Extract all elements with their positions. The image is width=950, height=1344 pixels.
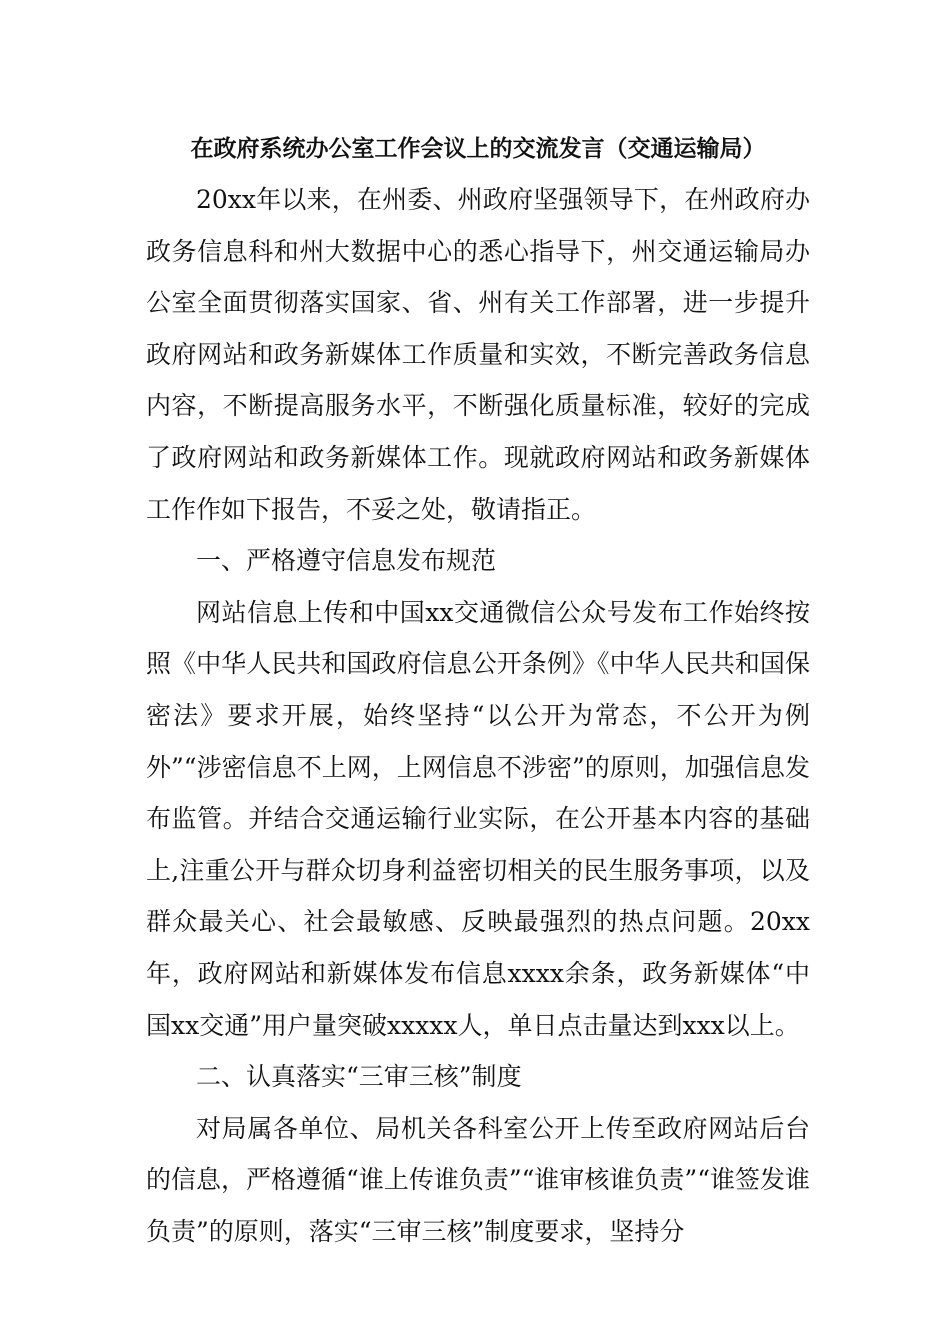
section-heading-2: 二、认真落实“三审三核”制度 xyxy=(196,1062,522,1092)
section-heading-1: 一、严格遵守信息发布规范 xyxy=(196,546,497,576)
document-title: 在政府系统办公室工作会议上的交流发言（交通运输局） xyxy=(190,135,766,162)
document-body xyxy=(146,174,810,1257)
paragraph-intro: 20xx年以来，在州委、州政府坚强领导下，在州政府办政务信息科和州大数据中心的悉心指导下，州交通运输局办公室全面贯彻落实国家、省、州有关工作部署，进一步提升政府网站和政务新媒体工作质量和实效，不断完善政务信息内容，不断提高服务水平，不断强化质量标准，较好的完成了政府网站和政务新媒体工作。现就政府网站和政务新媒体工作作如下报告，不妥之处，敬请指正。 xyxy=(146,185,810,524)
paragraph-section-1: 网站信息上传和中国xx交通微信公众号发布工作始终按照《中华人民共和国政府信息公开条例》《中华人民共和国保密法》要求开展，始终坚持“以公开为常态，不公开为例外”“涉密信息不上网，上网信息不涉密”的原则，加强信息发布监管。并结合交通运输行业实际，在公开基本内容的基础上,注重公开与群众切身利益密切相关的民生服务事项，以及群众最关心、社会最敏感、反映最强烈的热点问题。20xx年，政府网站和新媒体发布信息xxxx余条，政务新媒体“中国xx交通”用户量突破xxxxx人，单日点击量达到xxx以上。 xyxy=(146,597,810,1040)
paragraph-section-2: 对局属各单位、局机关各科室公开上传至政府网站后台的信息，严格遵循“谁上传谁负责”“谁审核谁负责”“谁签发谁负责”的原则，落实“三审三核”制度要求，坚持分 xyxy=(146,1113,810,1246)
